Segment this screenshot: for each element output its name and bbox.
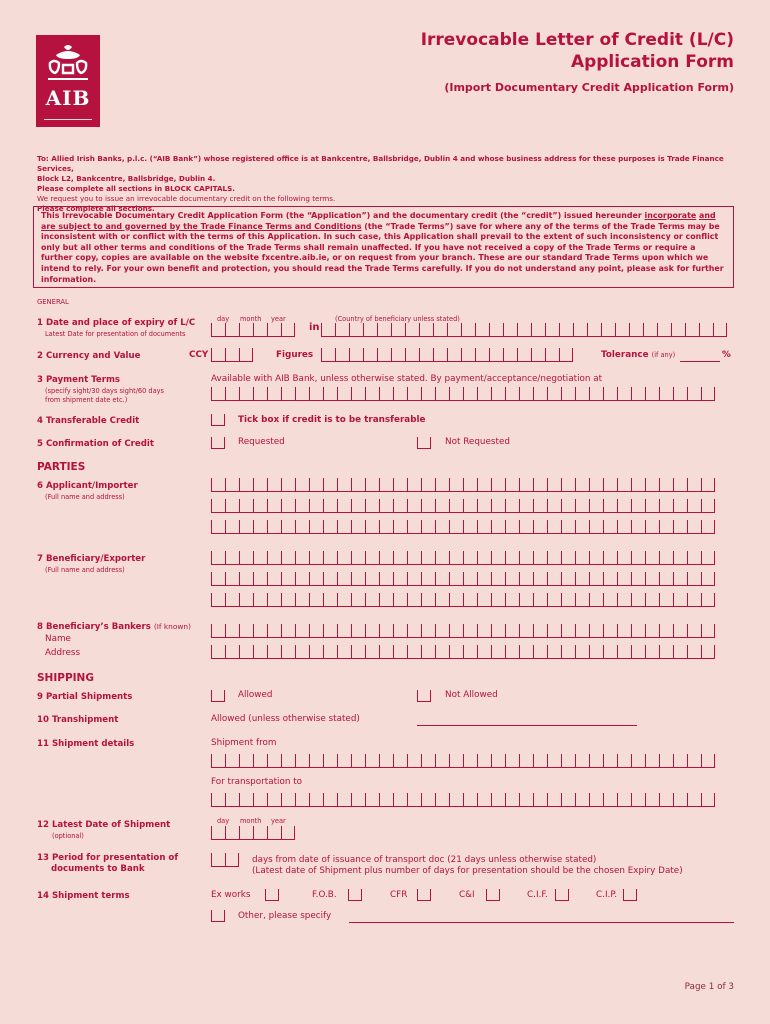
confirmation-requested-checkbox[interactable] [211,437,225,449]
partial-not-allowed-label: Not Allowed [445,690,498,700]
applicant-line-1-input[interactable] [211,478,715,492]
shipment-month-caption: month [240,817,262,825]
confirmation-not-requested-checkbox[interactable] [417,437,431,449]
field-12-note: (optional) [52,832,84,840]
field-6-note: (Full name and address) [45,493,125,501]
shipment-date-input[interactable] [211,826,295,840]
percent-sign: % [722,350,731,360]
field-4-label: 4 Transferable Credit [37,416,140,426]
page-number: Page 1 of 3 [684,982,734,992]
field-7-label: 7 Beneficiary/Exporter [37,554,146,564]
shipment-year-caption: year [271,817,286,825]
terms-part-2: (the “Trade Terms”) save for where any of the terms of the Trade Terms may be inconsistent with or conflict with the terms of this Application. In such case, this Application shall prevail to the extent of such inconsistency or conflict only but all other terms and conditions of the Trade Terms shall remain unaffected. If you have not received a copy of the Trade Terms or require a further copy, copies are available on the website fxcentre.aib.ie, or on request from your branch. These are our standard Trade Terms upon which we intend to rely. For your own benefit and protection, you should read the Trade Terms carefully. If you do not understand any point, please ask for further information. [41,221,724,284]
field-5-label: 5 Confirmation of Credit [37,439,154,449]
value-figures-input[interactable] [321,348,573,362]
applicant-line-2-input[interactable] [211,499,715,513]
transport-to-label: For transportation to [211,777,303,787]
shipment-from-input[interactable] [211,754,715,768]
fob-label: F.O.B. [312,890,337,900]
general-heading: GENERAL [37,298,69,306]
presentation-days-input[interactable] [211,853,239,867]
field-8-label-text: 8 Beneficiary’s Bankers [37,622,151,632]
cfr-checkbox[interactable] [417,889,431,901]
field-8-note: (If known) [153,622,191,631]
intro-line-5: Please complete all sections. [37,204,155,213]
payment-terms-text: Available with AIB Bank, unless otherwise stated. By payment/acceptance/negotiation at [211,374,603,384]
beneficiary-line-3-input[interactable] [211,593,715,607]
field-8-label [37,622,191,632]
shipping-heading: SHIPPING [37,672,94,684]
transhipment-input[interactable] [417,712,637,726]
field-1-note: Latest Date for presentation of documents [45,330,186,338]
fob-checkbox[interactable] [348,889,362,901]
ccy-label: CCY [189,350,209,360]
terms-underlined-2: and are subject to and governed by the Trade Finance Terms and Conditions [41,211,716,231]
intro-line-2: Block L2, Bankcentre, Ballsbridge, Dublin 4. [37,174,216,183]
cip-label: C.I.P. [596,890,618,900]
presentation-text-2: (Latest date of Shipment plus number of days for presentation should be the chosen Expiry Date) [252,866,683,876]
expiry-year-caption: year [271,315,286,323]
applicant-line-3-input[interactable] [211,520,715,534]
transport-to-input[interactable] [211,793,715,807]
presentation-text-1: days from date of issuance of transport doc (21 days unless otherwise stated) [252,855,597,865]
tolerance-text: Tolerance [601,350,649,360]
tolerance-input[interactable] [680,348,720,362]
other-terms-input[interactable] [349,909,734,923]
logo-divider [44,119,92,120]
expiry-day-caption: day [217,315,230,323]
beneficiary-line-1-input[interactable] [211,551,715,565]
beneficiary-line-2-input[interactable] [211,572,715,586]
partial-allowed-checkbox[interactable] [211,690,225,702]
logo-text: AIB [45,86,91,110]
bank-address-input[interactable] [211,645,715,659]
tolerance-label [601,350,675,360]
requested-label: Requested [238,437,285,447]
field-14-label: 14 Shipment terms [37,891,130,901]
other-terms-label: Other, please specify [238,911,332,921]
ci-label: C&I [459,890,475,900]
field-1-label: 1 Date and place of expiry of L/C [37,318,196,328]
currency-input[interactable] [211,348,253,362]
field-13-label-2: documents to Bank [51,864,145,874]
field-3-note-2: from shipment date etc.) [45,396,128,404]
figures-label: Figures [276,350,314,360]
transferable-text: Tick box if credit is to be transferable [238,415,426,425]
bank-name-input[interactable] [211,624,715,638]
field-2-label: 2 Currency and Value [37,351,141,361]
cif-label: C.I.F. [527,890,548,900]
field-3-label: 3 Payment Terms [37,375,121,385]
expiry-date-input[interactable] [211,323,295,337]
cif-checkbox[interactable] [555,889,569,901]
bank-name-label: Name [45,634,71,644]
other-terms-checkbox[interactable] [211,910,225,922]
aib-logo [36,35,100,127]
transferable-checkbox[interactable] [211,414,225,426]
partial-not-allowed-checkbox[interactable] [417,690,431,702]
field-6-label: 6 Applicant/Importer [37,481,138,491]
ci-checkbox[interactable] [486,889,500,901]
cfr-label: CFR [390,890,408,900]
intro-line-4: We request you to issue an irrevocable documentary credit on the following terms. [37,194,336,203]
payment-terms-input[interactable] [211,387,715,401]
bank-address-label: Address [45,648,81,658]
country-note: (Country of beneficiary unless stated) [335,315,460,323]
in-label: in [309,322,320,333]
not-requested-label: Not Requested [445,437,510,447]
field-3-note-1: (specify sight/30 days sight/60 days [45,387,164,395]
form-title: Irrevocable Letter of Credit (L/C) [420,30,734,50]
tolerance-if-any: (if any) [651,351,676,359]
field-12-label: 12 Latest Date of Shipment [37,820,171,830]
ex-works-checkbox[interactable] [265,889,279,901]
field-10-label: 10 Transhipment [37,715,119,725]
ex-works-label: Ex works [211,890,251,900]
transhipment-text: Allowed (unless otherwise stated) [211,714,360,724]
shipment-day-caption: day [217,817,230,825]
terms-part-1: This Irrevocable Documentary Credit Application Form (the “Application”) and the documentary credit (the “credit”) issued hereunder [41,211,645,220]
terms-underlined-1: incorporate [644,211,697,220]
field-13-label-1: 13 Period for presentation of [37,853,179,863]
form-title-line2: Application Form [570,52,734,72]
field-9-label: 9 Partial Shipments [37,692,133,702]
cip-checkbox[interactable] [623,889,637,901]
expiry-month-caption: month [240,315,262,323]
field-7-note: (Full name and address) [45,566,125,574]
terms-notice-box [33,206,734,288]
intro-text [37,154,737,214]
field-11-label: 11 Shipment details [37,739,135,749]
intro-line-1: To: Allied Irish Banks, p.l.c. (“AIB Bank”) whose registered office is at Bankcentre, Ballsbridge, Dublin 4 and whose business address for these purposes is Trade Finance Services, [37,154,724,173]
shipment-from-label: Shipment from [211,738,277,748]
aib-emblem-icon [42,41,94,85]
form-subtitle: (Import Documentary Credit Application Form) [444,81,734,94]
expiry-place-input[interactable] [321,323,727,337]
partial-allowed-label: Allowed [238,690,273,700]
parties-heading: PARTIES [37,461,86,473]
intro-line-3: Please complete all sections in BLOCK CAPITALS. [37,184,236,193]
